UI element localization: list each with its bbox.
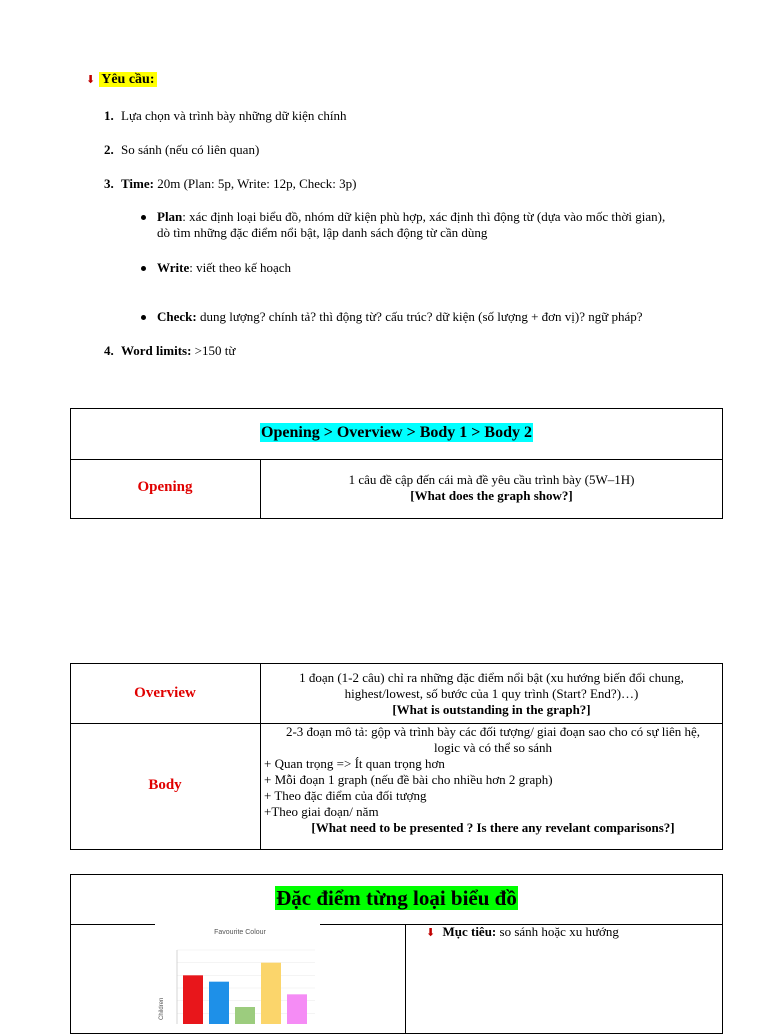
opening-description: 1 câu đề cập đến cái mà đề yêu cầu trình bày (5W–1H) — [348, 472, 635, 487]
sub-item-check — [157, 309, 643, 325]
opening-question: [What does the graph show?] — [410, 488, 573, 503]
chart-title: Favourite Colour — [214, 929, 266, 936]
arrow-bullet-icon: ⬇ — [426, 927, 436, 939]
sub-item-text-line2: dò tìm những đặc điểm nổi bật, lập danh sách động từ cần dùng — [157, 225, 488, 240]
opening-label: Opening — [137, 479, 193, 495]
item-text: 20m (Plan: 5p, Write: 12p, Check: 3p) — [153, 176, 357, 191]
sub-item-text: : viết theo kế hoạch — [189, 260, 292, 275]
body-label: Body — [148, 777, 182, 793]
requirement-item-1 — [104, 108, 346, 124]
chart-bar — [183, 975, 203, 1024]
chart-types-title: Đặc điểm từng loại biểu đồ — [276, 886, 517, 910]
bullet-dot-icon — [141, 215, 146, 220]
item-number: 2. — [104, 142, 114, 157]
sub-item-write — [157, 260, 291, 276]
body-line2: logic và có thể so sánh — [433, 740, 553, 755]
item-text: >150 từ — [191, 343, 236, 358]
item-number: 4. — [104, 343, 114, 358]
bullet-dot-icon — [141, 315, 146, 320]
sub-item-plan — [157, 209, 717, 241]
item-number: 3. — [104, 176, 114, 191]
requirement-item-2 — [104, 142, 259, 158]
body-point: + Quan trọng => Ít quan trọng hơn — [264, 756, 445, 771]
body-question: [What need to be presented ? Is there any revelant comparisons?] — [311, 820, 675, 835]
chart-bar — [261, 963, 281, 1024]
chart-bars — [183, 963, 307, 1024]
sub-item-bold: Write — [157, 260, 190, 275]
bar-chart-image — [155, 920, 320, 1024]
sub-item-text: : xác định loại biểu đồ, nhóm dữ kiện phù hợp, xác định thì động từ (dựa vào mốc thời gian), — [182, 209, 666, 224]
chart-bar — [287, 994, 307, 1024]
goal-text: so sánh hoặc xu hướng — [496, 924, 619, 939]
sub-item-bold: Plan — [157, 209, 183, 224]
sub-item-bold: Check: — [157, 309, 197, 324]
requirements-title: Yêu cầu: — [101, 72, 155, 87]
body-point: + Theo đặc điểm của đối tượng — [264, 788, 427, 803]
overview-label: Overview — [134, 685, 196, 701]
bullet-dot-icon — [141, 266, 146, 271]
goal-item — [426, 924, 619, 941]
item-bold: Time: — [121, 176, 154, 191]
sub-item-text: dung lượng? chính tả? thì động từ? cấu trúc? dữ kiện (số lượng + đơn vị)? ngữ pháp? — [196, 309, 643, 324]
chart-ylabel: Children — [159, 997, 165, 1020]
item-text: So sánh (nếu có liên quan) — [121, 142, 260, 157]
overview-question: [What is outstanding in the graph?] — [392, 702, 591, 717]
item-text: Lựa chọn và trình bày những dữ kiện chính — [121, 108, 347, 123]
overview-line2: highest/lowest, số bước của 1 quy trình (Start? End?)…) — [344, 686, 639, 701]
body-point: +Theo giai đoạn/ năm — [264, 804, 379, 819]
arrow-bullet-icon: ⬇ — [86, 74, 96, 86]
item-number: 1. — [104, 108, 114, 123]
requirement-item-4 — [104, 343, 235, 359]
body-line1: 2-3 đoạn mô tả: gộp và trình bày các đối tượng/ giai đoạn sao cho có sự liên hệ, — [285, 724, 701, 739]
requirements-heading — [86, 70, 157, 88]
requirement-item-3 — [104, 176, 357, 192]
chart-bar — [209, 982, 229, 1024]
structure-table-title: Opening > Overview > Body 1 > Body 2 — [261, 424, 532, 441]
body-point: + Mỗi đoạn 1 graph (nếu đề bài cho nhiều hơn 2 graph) — [264, 772, 553, 787]
bar-chart — [155, 920, 320, 1024]
overview-line1: 1 đoạn (1-2 câu) chỉ ra những đặc điểm nổi bật (xu hướng biến đổi chung, — [299, 670, 684, 685]
goal-bold: Mục tiêu: — [442, 924, 497, 939]
item-bold: Word limits: — [121, 343, 192, 358]
chart-bar — [235, 1007, 255, 1024]
